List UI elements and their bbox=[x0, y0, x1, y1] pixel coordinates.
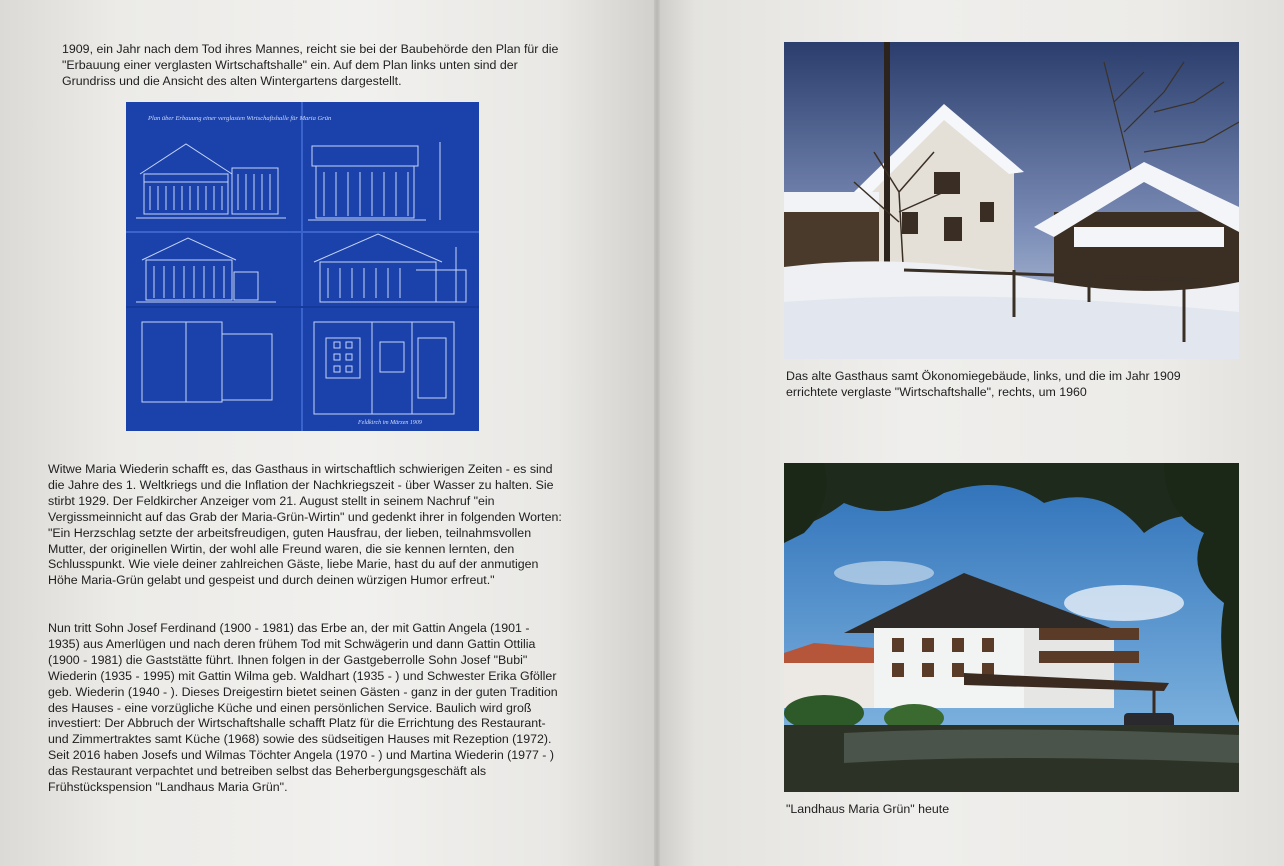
landhaus-photo-caption: "Landhaus Maria Grün" heute bbox=[786, 802, 950, 816]
landhaus-photo bbox=[784, 463, 1239, 792]
widow-paragraph: Witwe Maria Wiederin schafft es, das Gasthaus in wirtschaftlich schwierigen Zeiten - es sind die Jahre des 1. Weltkriegs und die Inflation der Nachkriegszeit - über Wasser zu halten. Sie stirbt 1929. Der Feldkircher Anzeiger vom 21. August stellt in seinem Nachruf "ein Vergissmeinnicht auf das Grab der Maria-Grün-Wirtin" und gedenkt ihrer in folgenden Worten: "Ein Herzschlag setzte der arbeitsfreudigen, guten Hausfrau, der lieben, teilnahmsvollen Mutter, der originellen Wirtin, der wohl alle Freund waren, die sie kennen lernten, den Schlusspunkt. Wie viele deiner zahlreichen Gäste, liebe Marie, hast du auf der anmutigen Höhe Maria-Grün gelabt und gespeist und durch deinen würzigen Humor erfreut." bbox=[48, 462, 562, 588]
succession-paragraph: Nun tritt Sohn Josef Ferdinand (1900 - 1981) das Erbe an, der mit Gattin Angela (1901 - 1935) aus Amerlügen und nach deren frühem Tod mit Schwägerin und dann Gattin Ottilia (1900 - 1981) die Gaststätte führt. Ihnen folgen in der Gastgeberrolle Sohn Josef "Bubi" Wiederin (1935 - 1995) mit Gattin Wilma geb. Waldhart (1935 - ) und Schwester Erika Gföller geb. Wiederin (1940 - ). Dieses Dreigestirn bietet seinen Gästen - ganz in der guten Tradition des Hauses - eine vorzügliche Küche und einen persönlichen Service. Baulich wird groß investiert: Der Abbruch der Wirtschaftshalle schafft Platz für die Errichtung des Restaurant- und Zimmertraktes samt Küche (1968) sowie des südseitigen Hauses mit Rezeption (1972). Seit 2016 haben Josefs und Wilmas Töchter Angela (1970 - ) und Martina Wiederin (1977 - ) das Restaurant verpachtet und betreiben selbst das Beherbergungsgeschäft als Frühstückspension "Landhaus Maria Grün". bbox=[48, 621, 558, 795]
winter-photo bbox=[784, 42, 1239, 359]
blueprint-signature: Feldkirch im Märzen 1909 bbox=[358, 420, 422, 426]
intro-paragraph: 1909, ein Jahr nach dem Tod ihres Mannes, reicht sie bei der Baubehörde den Plan für die "Erbauung einer verglasten Wirtschaftshalle" ein. Auf dem Plan links unten sind der Grundriss und die Ansicht des alten Wintergartens dargestellt. bbox=[62, 42, 559, 88]
blueprint-header: Plan über Erbauung einer verglasten Wirtschaftshalle für Maria Grün bbox=[148, 115, 332, 122]
winter-photo-caption: Das alte Gasthaus samt Ökonomiegebäude, links, und die im Jahr 1909 errichtete verglaste "Wirtschaftshalle", rechts, um 1960 bbox=[786, 369, 1181, 399]
book-gutter bbox=[654, 0, 660, 866]
blueprint-image bbox=[126, 102, 479, 431]
